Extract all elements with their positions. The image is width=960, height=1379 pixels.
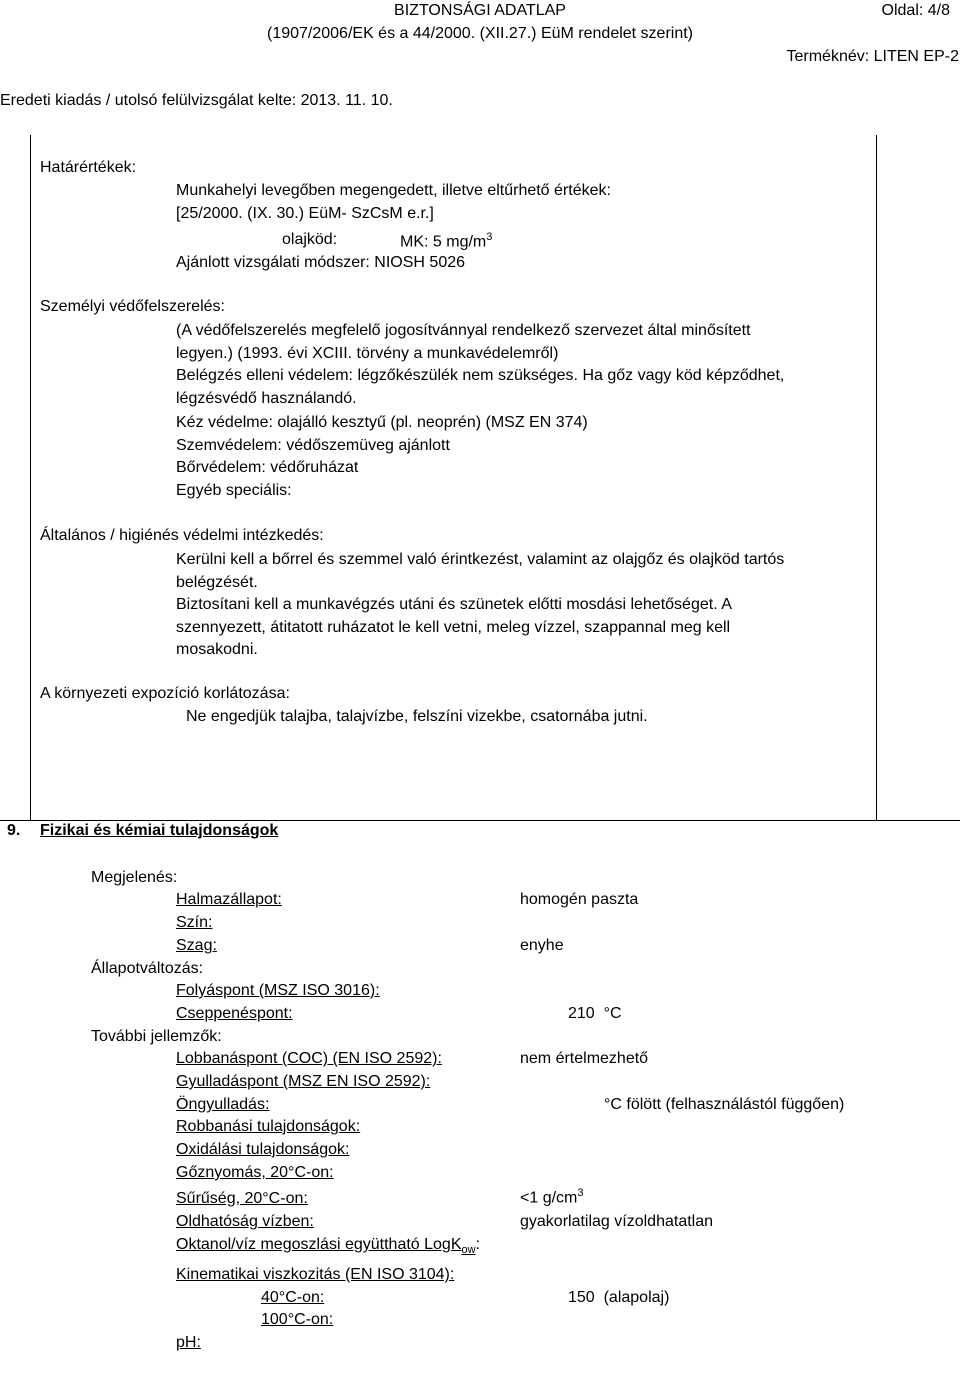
section-divider [0, 820, 960, 821]
page-number: Oldal: 4/8 [881, 2, 950, 19]
solubility-value: gyakorlatilag vízoldhatatlan [520, 1213, 714, 1230]
oil-mist-value: MK: 5 $mg/m^3$ [400, 231, 493, 251]
limits-line1: Munkahelyi levegőben megengedett, illetve eltűrhető értékek: [176, 182, 611, 199]
hygiene-heading: Általános / higiénés védelmi intézkedés: [40, 527, 324, 544]
issue-date: Eredeti kiadás / utolsó felülvizsgálat kelte: 2013. 11. 10. [0, 92, 393, 109]
frame-left-line [30, 135, 31, 821]
viscosity-label: Kinematikai viszkozitás (EN ISO 3104): [176, 1266, 455, 1283]
section9-title: Fizikai és kémiai tulajdonságok [40, 822, 279, 839]
autoignition-value: °C fölött (felhasználástól függően) [604, 1096, 845, 1113]
drop-point-value: 210 °C [568, 1005, 622, 1022]
color-label: Szín: [176, 914, 213, 931]
ppe-eye: Szemvédelem: védőszemüveg ajánlott [176, 437, 450, 454]
appearance-heading: Megjelenés: [91, 869, 178, 886]
state-label: Halmazállapot: [176, 891, 282, 908]
viscosity-100-label: 100°C-on: [261, 1311, 334, 1328]
viscosity-40-value: 150 (alapolaj) [568, 1289, 670, 1306]
environment-heading: A környezeti expozíció korlátozása: [40, 685, 290, 702]
ignition-point-label: Gyulladáspont (MSZ EN ISO 2592): [176, 1073, 431, 1090]
density-label: Sűrűség, 20°C-on: [176, 1190, 308, 1207]
section9-number: 9. [7, 822, 21, 839]
oil-mist-label: olajköd: [282, 231, 338, 248]
density-value: <1 $g/cm^3$ [520, 1187, 584, 1207]
ppe-respiratory: Belégzés elleni védelem: légzőkészülék nem szükséges. Ha gőz vagy köd képződhet, légzésvédő használandó. [176, 367, 785, 407]
hygiene-para2: Biztosítani kell a munkavégzés utáni és szünetek előtti mosdási lehetőséget. A szennyezett, átitatott ruházatot le kell vetni, meleg vízzel, szappannal meg kell mosakodni. [176, 596, 731, 658]
ppe-heading: Személyi védőfelszerelés: [40, 298, 225, 315]
limits-regulation: [25/2000. (IX. 30.) EüM- SzCsM e.r.] [176, 205, 434, 222]
environment-text: Ne engedjük talajba, talajvízbe, felszíni vizekbe, csatornába jutni. [186, 708, 648, 725]
ph-label: pH: [176, 1334, 201, 1351]
flash-point-label: Lobbanáspont (COC) (EN ISO 2592): [176, 1050, 442, 1067]
autoignition-label: Öngyulladás: [176, 1096, 270, 1113]
vapor-pressure-label: Gőznyomás, 20°C-on: [176, 1164, 334, 1181]
regulation-reference: (1907/2006/EK és a 44/2000. (XII.27.) EüM rendelet szerint) [266, 25, 694, 42]
ppe-other: Egyéb speciális: [176, 482, 292, 499]
ppe-hand: Kéz védelme: olajálló kesztyű (pl. neoprén) (MSZ EN 374) [176, 414, 588, 431]
logk-label: Oktanol/víz megoszlási együttható LogK$_{ow}$: [176, 1236, 481, 1257]
solubility-label: Oldhatóság vízben: [176, 1213, 314, 1230]
flash-point-value: nem értelmezhető [520, 1050, 649, 1067]
explosive-label: Robbanási tulajdonságok: [176, 1118, 361, 1135]
further-heading: További jellemzők: [91, 1028, 222, 1045]
document-title: BIZTONSÁGI ADATLAP [394, 2, 566, 19]
oxidizing-label: Oxidálási tulajdonságok: [176, 1141, 350, 1158]
drop-point-label: Cseppenéspont: [176, 1005, 293, 1022]
pour-point-label: Folyáspont (MSZ ISO 3016): [176, 982, 380, 999]
hygiene-para1: Kerülni kell a bőrrel és szemmel való érintkezést, valamint az olajgőz és olajköd tartós belégzését. [176, 551, 785, 591]
phase-change-heading: Állapotváltozás: [91, 960, 204, 977]
odor-label: Szag: [176, 937, 217, 954]
state-value: homogén paszta [520, 891, 639, 908]
ppe-certification: (A védőfelszerelés megfelelő jogosítvánnyal rendelkező szervezet által minősített legyen.) (1993. évi XCIII. törvény a munkavédelemről) [176, 322, 751, 362]
frame-right-line [876, 135, 877, 821]
odor-value: enyhe [520, 937, 564, 954]
test-method: Ajánlott vizsgálati módszer: NIOSH 5026 [176, 254, 466, 271]
ppe-skin: Bőrvédelem: védőruházat [176, 459, 359, 476]
product-name: Terméknév: LITEN EP-2 [786, 48, 959, 65]
limits-heading: Határértékek: [40, 159, 137, 176]
viscosity-40-label: 40°C-on: [261, 1289, 325, 1306]
